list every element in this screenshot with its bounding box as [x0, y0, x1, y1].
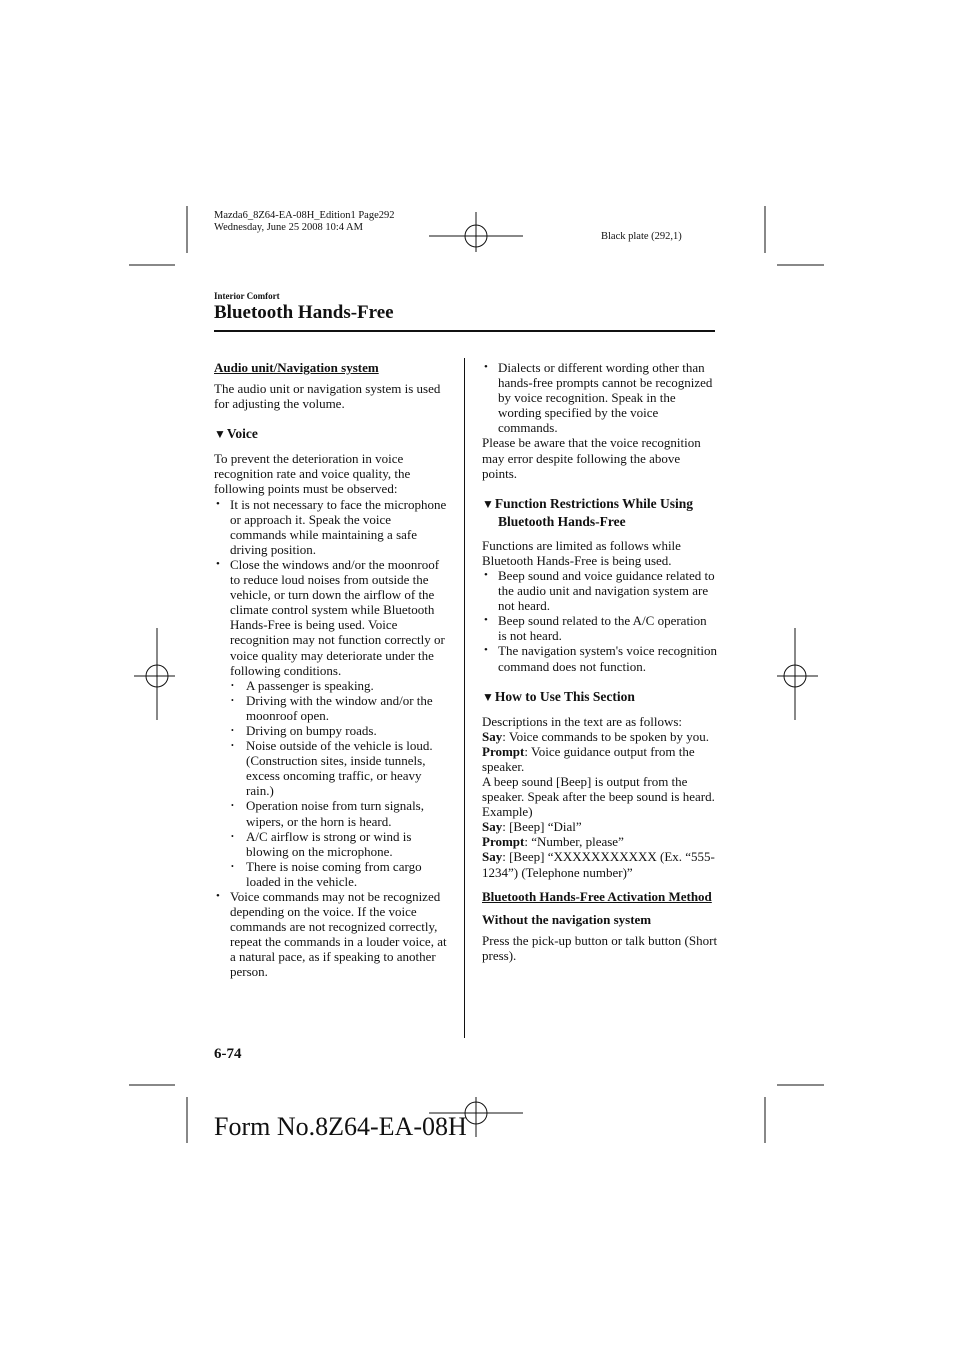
right-column: [482, 360, 718, 963]
triangle-icon: ▼: [214, 427, 226, 442]
list-item: • A/C airflow is strong or wind is blowing on the microphone.: [230, 829, 450, 859]
list-item: • Noise outside of the vehicle is loud. (Construction sites, inside tunnels, excess oncoming traffic, or heavy rain.): [230, 738, 450, 798]
without-nav-heading: Without the navigation system: [482, 911, 652, 927]
list-item: • Voice commands may not be recognized depending on the voice. If the voice commands are not recognized correctly, repeat the commands in a louder voice, at a natural pace, as if speaking to another person.: [214, 889, 450, 980]
beep-text: A beep sound [Beep] is output from the speaker. Speak after the beep sound is heard.: [482, 773, 715, 805]
list-item: • A passenger is speaking.: [230, 678, 450, 693]
list-item: • The navigation system's voice recognition command does not function.: [482, 643, 718, 673]
list-item: • Operation noise from turn signals, wipers, or the horn is heard.: [230, 798, 450, 828]
say-definition: Say: Voice commands to be spoken by you.: [482, 728, 710, 744]
section-label: Interior Comfort: [214, 291, 280, 301]
list-item: • Beep sound and voice guidance related to the audio unit and navigation system are not heard.: [482, 568, 718, 613]
without-nav-text: Press the pick-up button or talk button (Short press).: [482, 932, 718, 963]
list-item: • Beep sound related to the A/C operation is not heard.: [482, 613, 718, 643]
voice-intro: To prevent the deterioration in voice recognition rate and voice quality, the following points must be observed:: [214, 451, 411, 497]
page-number: 6-74: [214, 1046, 242, 1062]
column-divider: [464, 358, 465, 1038]
example-label: Example): [482, 804, 533, 820]
howto-heading: ▼How to Use This Section: [482, 688, 635, 704]
list-item: • It is not necessary to face the microphone or approach it. Speak the voice commands while maintaining a safe driving position.: [214, 497, 450, 557]
example-say-2: Say: [Beep] “XXXXXXXXXXX (Ex. “555-1234”) (Telephone number)”: [482, 849, 715, 880]
list-item: • Close the windows and/or the moonroof to reduce loud noises from outside the vehicle, or turn down the airflow of the climate control system while Bluetooth Hands-Free is being used. Voice recognition may not function correctly or voice quality may deteriorate under the following conditions. • A passenger is speaking. • Driving with the window and/or the moonroof open. • Driving on bumpy roads. • Noise outside of the vehicle is loud. (Construction sites, inside tunnels, excess oncoming traffic, or heavy rain.) • Operation noise from turn signals, wipers, or the horn is heard. • A/C airflow is strong or wind is blowing on the microphone. • There is noise coming from cargo loaded in the vehicle.: [214, 557, 450, 889]
voice-heading: ▼Voice: [214, 426, 258, 442]
example-say-1: Say: [Beep] “Dial”: [482, 819, 582, 835]
audio-text: The audio unit or navigation system is used for adjusting the volume.: [214, 381, 441, 412]
plate-label: Black plate (292,1): [601, 231, 682, 242]
conditions-list: [230, 678, 450, 889]
list-item: • There is noise coming from cargo loaded in the vehicle.: [230, 859, 450, 889]
aware-text: Please be aware that the voice recognition may error despite following the above points.: [482, 435, 701, 481]
list-item: • Driving on bumpy roads.: [230, 723, 450, 738]
doc-file-line: Mazda6_8Z64-EA-08H_Edition1 Page292: [214, 210, 395, 221]
example-prompt: Prompt: “Number, please”: [482, 834, 624, 850]
triangle-icon: ▼: [482, 496, 494, 511]
restrictions-heading: ▼Function Restrictions While Using Bluetooth Hands-Free: [482, 495, 694, 529]
title-rule: [214, 330, 715, 332]
document-meta: [214, 210, 395, 234]
doc-date-line: Wednesday, June 25 2008 10:4 AM: [214, 222, 363, 233]
howto-intro: Descriptions in the text are as follows:: [482, 713, 683, 729]
dialect-list: [482, 360, 718, 435]
triangle-icon: ▼: [482, 689, 494, 704]
list-item: • Driving with the window and/or the moonroof open.: [230, 693, 450, 723]
activation-heading: Bluetooth Hands-Free Activation Method: [482, 888, 712, 904]
restrictions-list: [482, 568, 718, 674]
list-item: • Dialects or different wording other than hands-free prompts cannot be recognized by voice recognition. Speak in the wording specified by the voice commands.: [482, 360, 718, 435]
audio-heading: Audio unit/Navigation system: [214, 360, 379, 375]
page-title: Bluetooth Hands-Free: [214, 302, 394, 323]
restrictions-intro: Functions are limited as follows while Bluetooth Hands-Free is being used.: [482, 537, 681, 568]
form-number: Form No.8Z64-EA-08H: [214, 1112, 467, 1141]
prompt-definition: Prompt: Voice guidance output from the speaker.: [482, 743, 695, 774]
left-column: [214, 360, 450, 980]
voice-bullets: [214, 497, 450, 980]
